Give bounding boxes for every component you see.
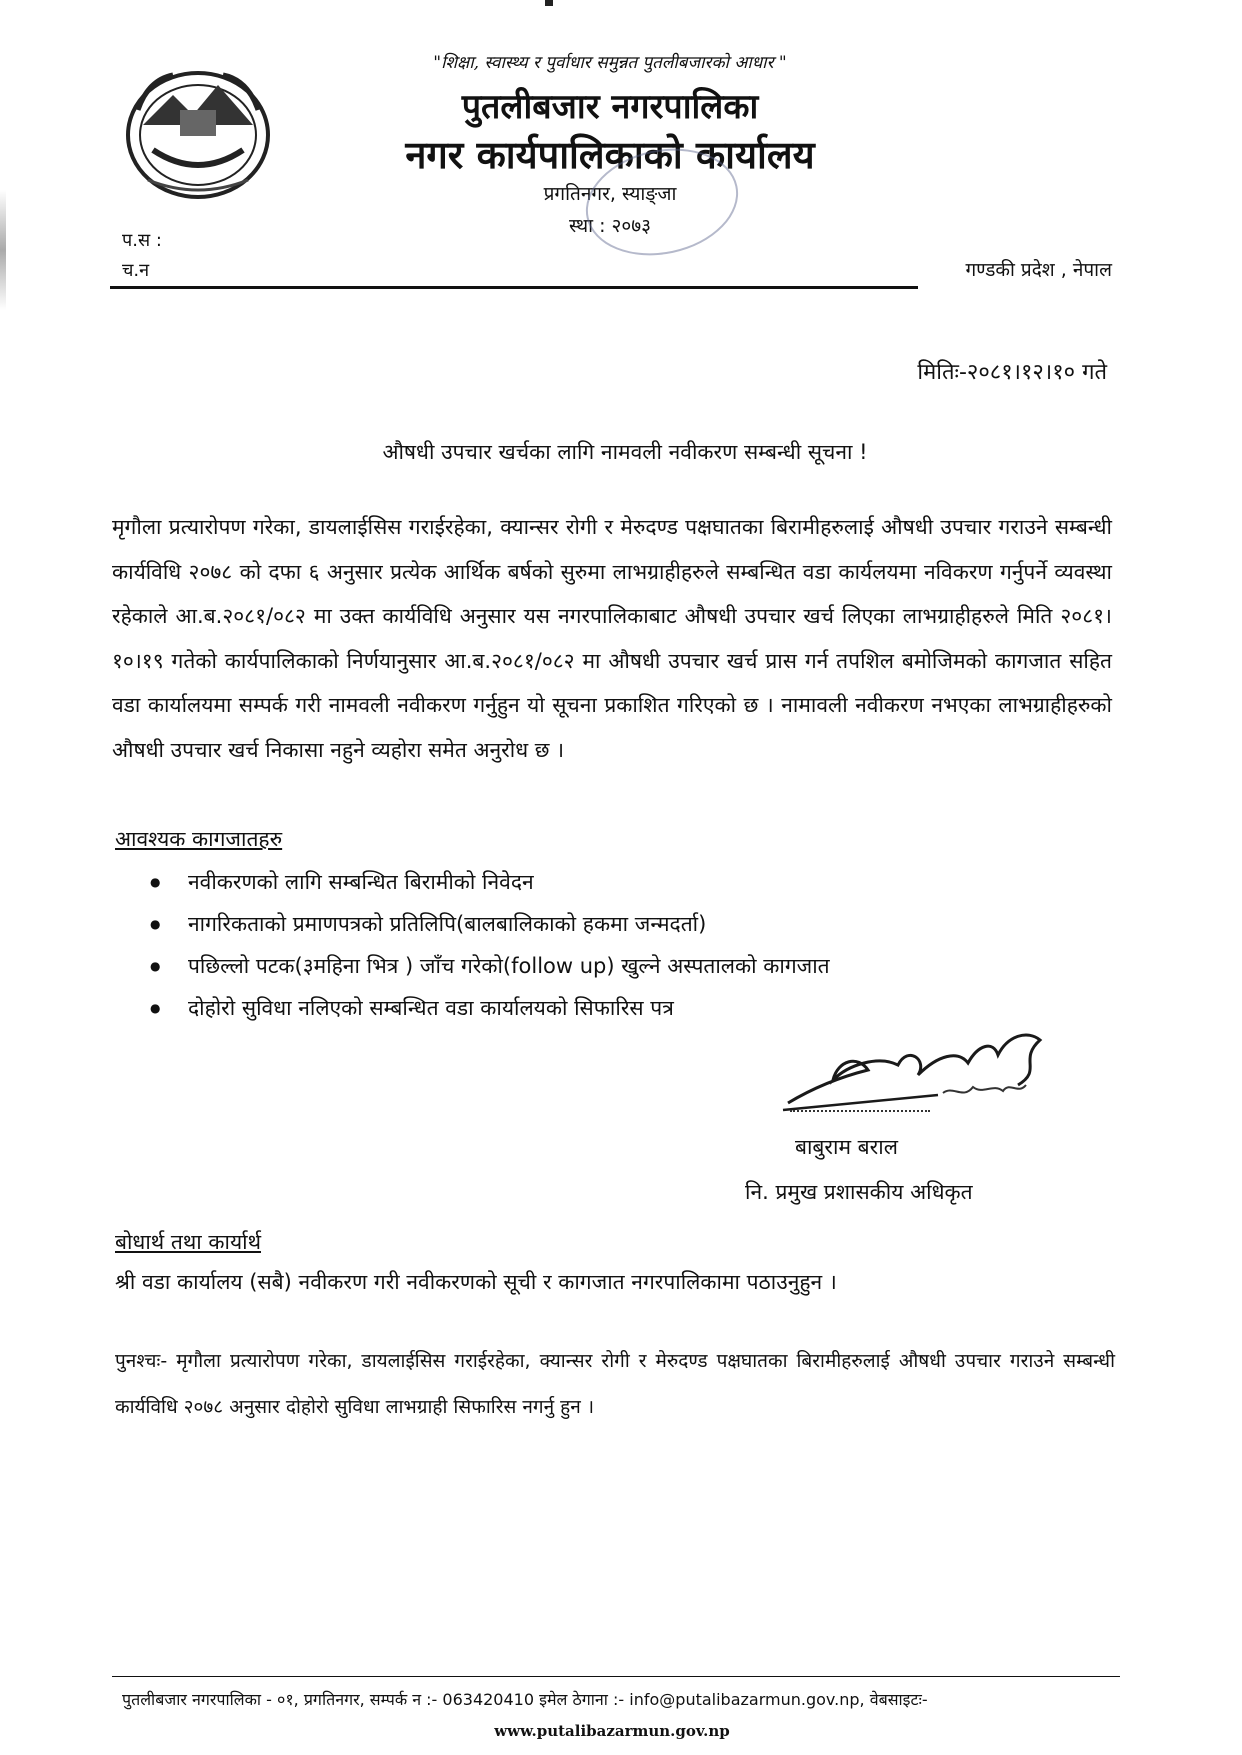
requirements-list <box>150 863 830 1031</box>
scan-edge <box>0 190 6 310</box>
list-item: ● नवीकरणको लागि सम्बन्धित बिरामीको निवेदन <box>150 863 830 905</box>
government-emblem-icon <box>118 55 278 205</box>
footer-address: पुतलीबजार नगरपालिका - ०१, प्रगतिनगर, सम्पर्क न :- 063420410 इमेल ठेगाना :- info@putalibazarmun.gov.np, वेबसाइटः- <box>122 1690 928 1709</box>
information-text: श्री वडा कार्यालय (सबै) नवीकरण गरी नवीकरणको सूची र कागजात नगरपालिकामा पठाउनुहुन । <box>115 1270 837 1294</box>
signature-icon <box>778 1015 1078 1125</box>
signer-name: बाबुराम बराल <box>795 1135 898 1159</box>
dispatch-number-label: च.न <box>122 260 150 281</box>
signature-line <box>790 1110 930 1112</box>
office-address: प्रगतिनगर, स्याङ्जा <box>543 183 677 205</box>
scan-mark <box>545 0 553 6</box>
municipality-name: पुतलीबजार नगरपालिका <box>461 87 759 127</box>
signer-title: नि. प्रमुख प्रशासकीय अधिकृत <box>745 1180 973 1204</box>
information-title: बोधार्थ तथा कार्यार्थ <box>115 1230 261 1254</box>
footer-website: www.putalibazarmun.gov.np <box>494 1722 730 1740</box>
list-item: ● पछिल्लो पटक(३महिना भित्र ) जाँच गरेको(follow up) खुल्ने अस्पतालको कागजात <box>150 947 830 989</box>
postscript: पुनश्चः- मृगौला प्रत्यारोपण गरेका, डायलाईसिस गराईरहेका, क्यान्सर रोगी र मेरुदण्ड पक्षघातका बिरामीहरुलाई औषधी उपचार गराउने सम्बन्धी कार्यविधि २०७८ अनुसार दोहोरो सुविधा लाभग्राही सिफारिस नगर्नु हुन । <box>115 1350 1115 1418</box>
list-item: ● दोहोरो सुविधा नलिएको सम्बन्धित वडा कार्यालयको सिफारिस पत्र <box>150 989 830 1031</box>
requirements-title: आवश्यक कागजातहरु <box>115 827 283 851</box>
notice-subject: औषधी उपचार खर्चका लागि नामवली नवीकरण सम्बन्धी सूचना ! <box>382 440 868 464</box>
slogan: "शिक्षा, स्वास्थ्य र पुर्वाधार समुन्नत पुतलीबजारको आधार " <box>433 53 787 73</box>
footer-divider <box>112 1676 1120 1677</box>
reference-number-label: प.स : <box>122 230 162 251</box>
notice-body: मृगौला प्रत्यारोपण गरेका, डायलाईसिस गराईरहेका, क्यान्सर रोगी र मेरुदण्ड पक्षघातका बिरामीहरुलाई औषधी उपचार गराउने सम्बन्धी कार्यविधि २०७८ को दफा ६ अनुसार प्रत्येक आर्थिक बर्षको सुरुमा लाभग्राहीहरुले सम्बन्धित वडा कार्यलयमा नविकरण गर्नुपर्ने व्यवस्था रहेकाले आ.ब.२०८१/०८२ मा उक्त कार्यविधि अनुसार यस नगरपालिकाबाट औषधी उपचार खर्च लिएका लाभग्राहीहरुले मिति २०८१।१०।१९ गतेको कार्यपालिकाको निर्णयानुसार आ.ब.२०८१/०८२ मा औषधी उपचार खर्च प्रास गर्न तपशिल बमोजिमको कागजात सहित वडा कार्यालयमा सम्पर्क गरी नामवली नवीकरण गर्नुहुन यो सूचना प्रकाशित गरिएको छ । नामावली नवीकरण नभएका लाभग्राहीहरुको औषधी उपचार खर्च निकासा नहुने व्यहोरा समेत अनुरोध छ । <box>112 515 1112 762</box>
list-item: ● नागरिकताको प्रमाणपत्रको प्रतिलिपि(बालबालिकाको हकमा जन्मदर्ता) <box>150 905 830 947</box>
province-label: गण्डकी प्रदेश , नेपाल <box>965 259 1112 281</box>
header-divider <box>110 286 918 289</box>
established-year: स्था : २०७३ <box>568 215 652 237</box>
notice-date: मितिः-२०८१।१२।१० गते <box>917 360 1107 385</box>
office-name: नगर कार्यपालिकाको कार्यालय <box>405 133 815 177</box>
